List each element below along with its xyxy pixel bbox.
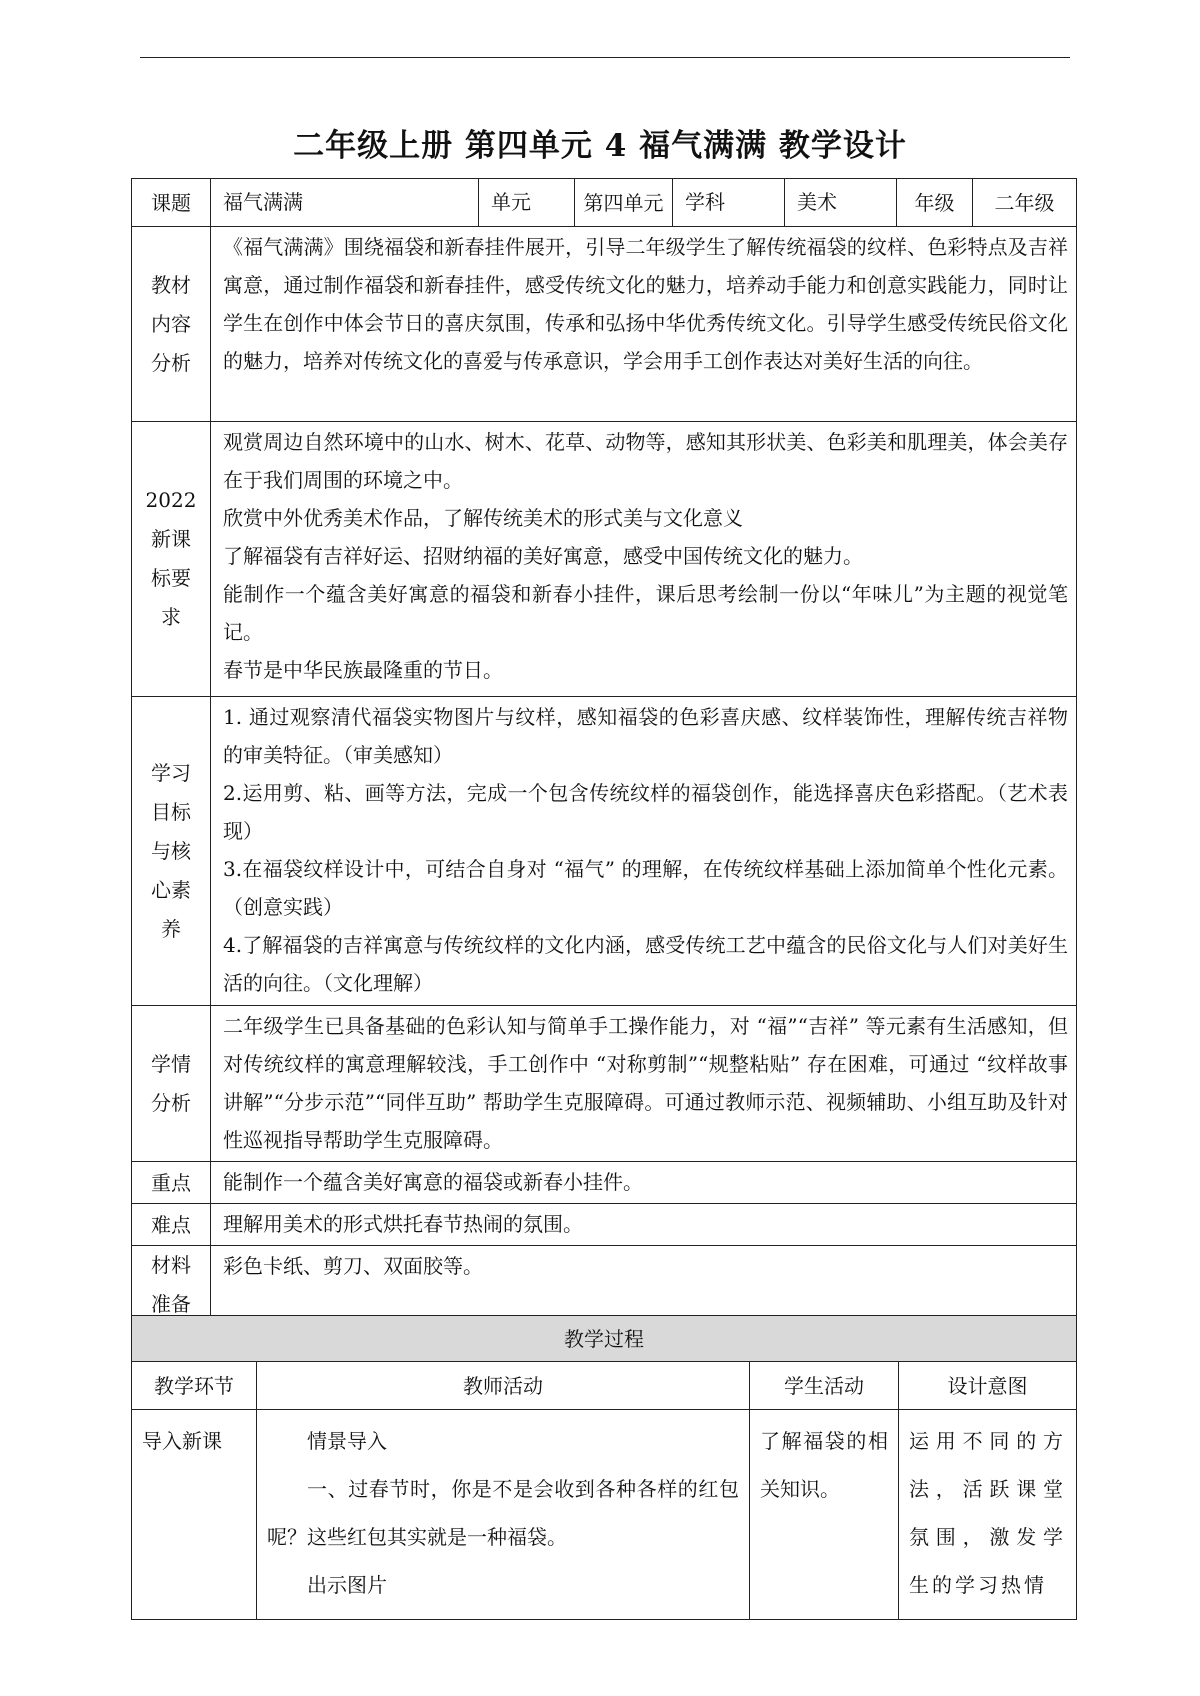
process-title-row	[132, 1316, 1077, 1362]
section-content	[211, 227, 1077, 422]
section-paragraph: 3.在福袋纹样设计中，可结合自身对 “福气” 的理解，在传统纹样基础上添加简单个性化元素。（创意实践）	[223, 857, 1068, 919]
section-paragraph: 能制作一个蕴含美好寓意的福袋或新春小挂件。	[223, 1170, 643, 1194]
subject-value: 美术	[785, 179, 897, 227]
section-label: 2022新课标要求	[132, 422, 211, 697]
section-paragraph: 春节是中华民族最隆重的节日。	[223, 658, 503, 682]
section-row	[132, 227, 1077, 422]
section-content	[211, 1006, 1077, 1162]
header-stage: 教学环节	[132, 1362, 257, 1410]
section-content	[211, 1162, 1077, 1204]
info-row	[132, 179, 1077, 227]
process-row	[132, 1410, 1077, 1620]
section-paragraph: 观赏周边自然环境中的山水、树木、花草、动物等，感知其形状美、色彩美和肌理美，体会美存在于我们周围的环境之中。	[223, 430, 1068, 492]
section-label: 重点	[132, 1162, 211, 1204]
section-paragraph: 1. 通过观察清代福袋实物图片与纹样，感知福袋的色彩喜庆感、纹样装饰性，理解传统吉祥物的审美特征。（审美感知）	[223, 705, 1068, 767]
grade-label: 年级	[897, 179, 973, 227]
section-paragraph: 欣赏中外优秀美术作品，了解传统美术的形式美与文化意义	[223, 506, 743, 530]
teaching-process-table	[131, 1315, 1077, 1620]
teacher-activity-cell	[257, 1410, 750, 1620]
topic-value: 福气满满	[211, 179, 479, 227]
process-header-row	[132, 1362, 1077, 1410]
section-row	[132, 1246, 1077, 1325]
document-title: 二年级上册 第四单元 4 福气满满 教学设计	[293, 128, 907, 164]
section-row	[132, 697, 1077, 1006]
design-intent-cell: 运用不同的方法，活跃课堂氛围，激发学生的学习热情	[899, 1410, 1077, 1620]
section-label: 难点	[132, 1204, 211, 1246]
header-rule	[140, 57, 1070, 58]
teacher-activity-line: 一、过春节时，你是不是会收到各种各样的红包呢？这些红包其实就是一种福袋。	[267, 1477, 739, 1549]
section-content	[211, 422, 1077, 697]
section-paragraph: 2.运用剪、粘、画等方法，完成一个包含传统纹样的福袋创作，能选择喜庆色彩搭配。（艺术表现）	[223, 781, 1068, 843]
section-paragraph: 4.了解福袋的吉祥寓意与传统纹样的文化内涵，感受传统工艺中蕴含的民俗文化与人们对美好生活的向往。（文化理解）	[223, 933, 1068, 995]
section-paragraph: 理解用美术的形式烘托春节热闹的氛围。	[223, 1212, 583, 1236]
student-activity-cell: 了解福袋的相关知识。	[750, 1410, 899, 1620]
header-intent: 设计意图	[899, 1362, 1077, 1410]
section-paragraph: 二年级学生已具备基础的色彩认知与简单手工操作能力，对 “福”“吉祥” 等元素有生活感知，但对传统纹样的寓意理解较浅，手工创作中 “对称剪制”“规整粘贴” 存在困难，可通过 “纹样故事讲解”“分步示范”“同伴互助” 帮助学生克服障碍。可通过教师示范、视频辅助、小组互助及针对性巡视指导帮助学生克服障碍。	[223, 1014, 1068, 1152]
section-content	[211, 697, 1077, 1006]
topic-label: 课题	[132, 179, 211, 227]
grade-value: 二年级	[973, 179, 1077, 227]
stage-cell: 导入新课	[132, 1410, 257, 1620]
process-title: 教学过程	[132, 1316, 1077, 1362]
header-teacher: 教师活动	[257, 1362, 750, 1410]
section-paragraph: 彩色卡纸、剪刀、双面胶等。	[223, 1254, 483, 1278]
section-row	[132, 1204, 1077, 1246]
subject-label: 学科	[673, 179, 785, 227]
section-paragraph: 能制作一个蕴含美好寓意的福袋和新春小挂件，课后思考绘制一份以“年味儿”为主题的视觉笔记。	[223, 582, 1068, 644]
section-paragraph: 了解福袋有吉祥好运、招财纳福的美好寓意，感受中国传统文化的魅力。	[223, 544, 863, 568]
teacher-activity-line: 出示图片	[307, 1573, 387, 1597]
section-paragraph: 《福气满满》围绕福袋和新春挂件展开，引导二年级学生了解传统福袋的纹样、色彩特点及吉祥寓意，通过制作福袋和新春挂件，感受传统文化的魅力，培养动手能力和创意实践能力，同时让学生在创作中体会节日的喜庆氛围，传承和弘扬中华优秀传统文化。引导学生感受传统民俗文化的魅力，培养对传统文化的喜爱与传承意识，学会用手工创作表达对美好生活的向往。	[223, 235, 1068, 373]
header-student: 学生活动	[750, 1362, 899, 1410]
section-label: 教材内容分析	[132, 227, 211, 422]
lesson-info-table	[131, 178, 1077, 1325]
section-row	[132, 422, 1077, 697]
section-row	[132, 1162, 1077, 1204]
section-label: 学情分析	[132, 1006, 211, 1162]
section-content	[211, 1204, 1077, 1246]
unit-label: 单元	[479, 179, 575, 227]
section-row	[132, 1006, 1077, 1162]
section-label: 学习目标与核心素养	[132, 697, 211, 1006]
teacher-activity-line: 情景导入	[307, 1429, 387, 1453]
unit-value: 第四单元	[575, 179, 673, 227]
section-label: 材料准备	[132, 1246, 211, 1325]
section-content	[211, 1246, 1077, 1325]
